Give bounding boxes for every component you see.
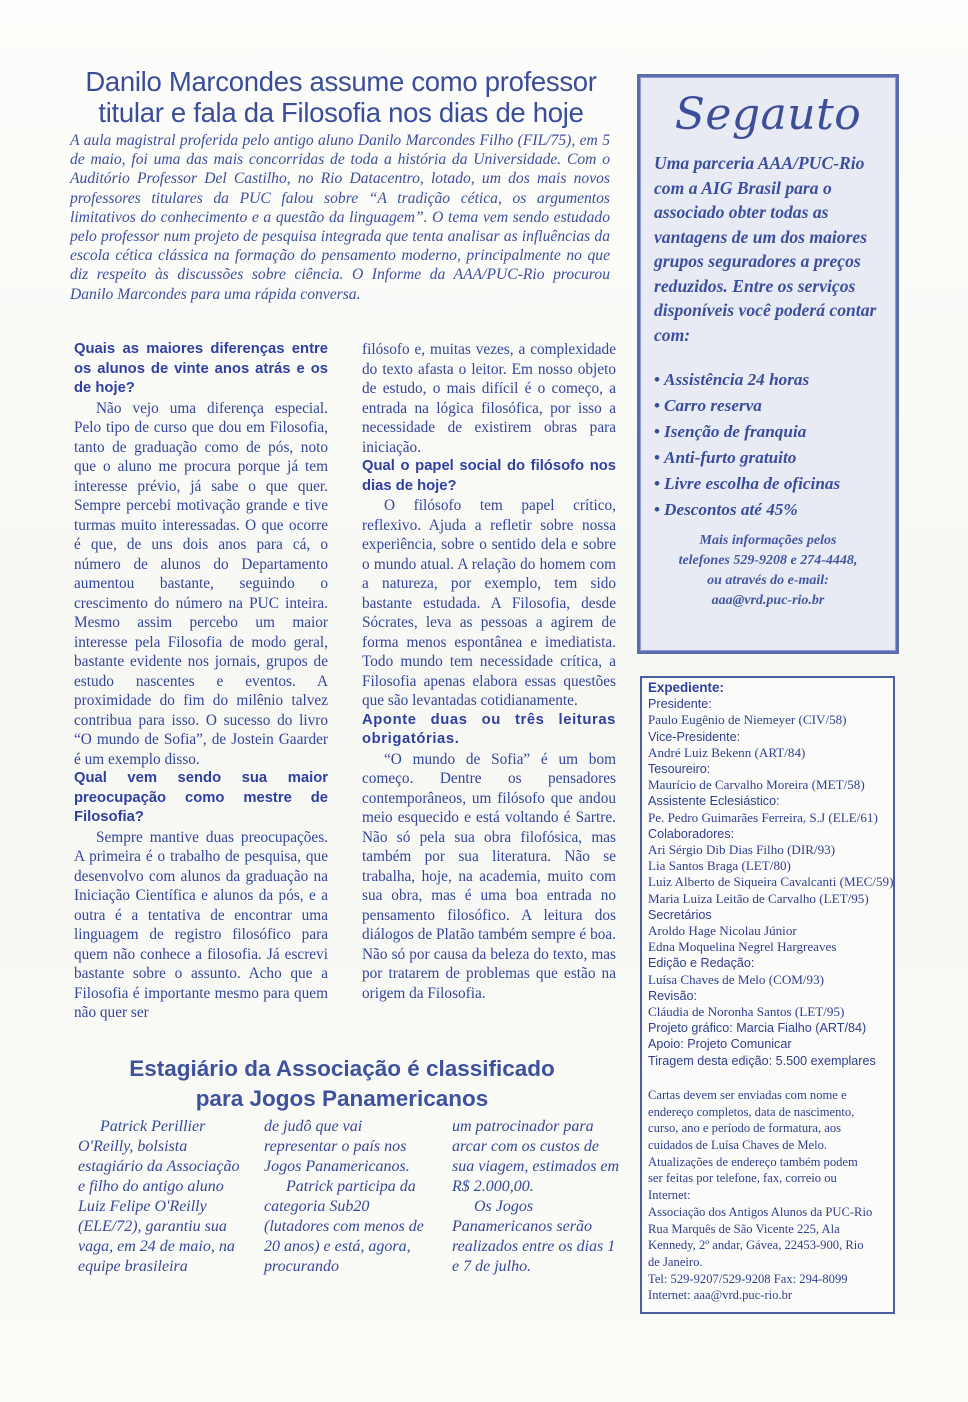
article2-column-3 bbox=[452, 1117, 622, 1277]
letters-line: endereço completos, data de nascimento, bbox=[648, 1104, 855, 1119]
article-lead: A aula magistral proferida pelo antigo aluno Danilo Marcondes Filho (FIL/75), em 5 de maio, foi uma das mais concorridas de toda a história da Universidade. Com o Auditório Professor Del Castilho, no Rio Datacentro, lotado, um dos mais novos professores titulares da PUC falou sobre “A tradição cética, os argumentos limitativos do conhecimento e a questão da linguagem”. O tema vem sendo estudado pelo professor num projeto de pesquisa integrada que tenta analisar as influências da escola cética clássica na formação do pensamento moderno, principalmente no que diz respeito às discussões sobre ciência. O Informe da AAA/PUC-Rio procurou Danilo Marcondes para uma rápida conversa. bbox=[70, 132, 610, 303]
bullet-icon: • bbox=[654, 448, 661, 467]
segauto-services-list bbox=[654, 367, 882, 523]
bullet-icon: • bbox=[654, 370, 661, 389]
question-4: Aponte duas ou três leituras obrigatórias. bbox=[362, 711, 616, 747]
expediente-role: Colaboradores: bbox=[648, 826, 735, 841]
article2-headline bbox=[66, 1054, 618, 1114]
expediente-roles bbox=[648, 696, 894, 1020]
expediente-role: Revisão: bbox=[648, 988, 697, 1003]
headline2-line-2: para Jogos Panamericanos bbox=[195, 1086, 489, 1111]
letters-line: de Janeiro. bbox=[648, 1254, 703, 1269]
expediente-name: Maurício de Carvalho Moreira (MET/58) bbox=[648, 777, 865, 793]
expediente-title: Expediente: bbox=[648, 680, 724, 695]
headline2-line-1: Estagiário da Associação é classificado bbox=[129, 1056, 555, 1081]
expediente-name: Pe. Pedro Guimarães Ferreira, S.J (ELE/61) bbox=[648, 809, 878, 825]
expediente-name: Edna Moquelina Negrel Hargreaves bbox=[648, 939, 837, 955]
headline-line-2: titular e fala da Filosofia nos dias de hoje bbox=[98, 97, 584, 128]
answer-4: “O mundo de Sofia” é um bom começo. Dentre os pensadores contemporâneos, um filósofo que andou meio esquecido e está voltando é Sartre. Não só pela sua obra filofósica, mas também por sua literatura. Não se trabalha, hoje, na academia, muito com sua obra, mas é uma boa entrada no pensamento filosófico. A leitura dos diálogos de Platão também sempre é boa. Não só por causa da beleza do texto, mas por tratarem de problemas que estão na origem da Filosofia. bbox=[362, 750, 616, 1002]
article2-paragraph: de judô que vai representar o país nos Jogos Panamericanos. bbox=[264, 1118, 410, 1175]
question-1: Quais as maiores diferenças entre os alunos de vinte anos atrás e os de hoje? bbox=[74, 341, 328, 396]
service-item: • Assistência 24 horas bbox=[654, 370, 810, 389]
bullet-icon: • bbox=[654, 396, 661, 415]
service-item: • Livre escolha de oficinas bbox=[654, 474, 841, 493]
letters-instructions bbox=[648, 1087, 887, 1304]
segauto-intro: Uma parceria AAA/PUC-Rio com a AIG Brasil para o associado obter todas as vantagens de um dos maiores grupos seguradores a preços reduzidos. Entre os serviços disponíveis você poderá contar com: bbox=[654, 153, 877, 345]
answer-1: Não vejo uma diferença especial. Pelo tipo de curso que dou em Filosofia, tanto de graduação como de pós, noto que o aluno me procura porque já tem interesse prévio, já sabe o que quer. Sempre percebi motivação grande e tive turmas muito interessadas. O que ocorre é que, de uns dois anos para cá, o número de alunos do Departamento aumentou bastante, seguindo o crescimento do número na PUC inteira. Mesmo assim percebo um maior interesse pela Filosofia de modo geral, bastante evidente nos jornais, grupos de estudo nascentes e eventos. A proximidade do fim do milênio talvez contribua para isso. O sucesso do livro “O mundo de Sofia”, de Jostein Gaarder é um exemplo disso. bbox=[74, 399, 328, 768]
expediente-name: Cláudia de Noronha Santos (LET/95) bbox=[648, 1004, 845, 1020]
interview-column-1 bbox=[74, 340, 328, 1023]
article2-paragraph: Patrick Perillier O'Reilly, bolsista estagiário da Associação e filho do antigo aluno Luiz Felipe O'Reilly (ELE/72), garantiu sua vaga, em 24 de maio, na equipe brasileira bbox=[78, 1118, 240, 1275]
service-item: • Descontos até 45% bbox=[654, 500, 798, 519]
service-item: • Anti-furto gratuito bbox=[654, 448, 797, 467]
expediente-tiragem: Tiragem desta edição: 5.500 exemplares bbox=[648, 1053, 876, 1068]
article-headline bbox=[66, 66, 616, 128]
question-3: Qual o papel social do filósofo nos dias de hoje? bbox=[362, 458, 616, 494]
letters-line: ser feitas por telefone, fax, correio ou bbox=[648, 1171, 837, 1186]
expediente-name: Luísa Chaves de Melo (COM/93) bbox=[648, 971, 825, 987]
letters-line: curso, ano e período de formatura, aos bbox=[648, 1121, 842, 1136]
segauto-logo: Segauto bbox=[674, 89, 862, 140]
expediente-name: Aroldo Hage Nicolau Júnior bbox=[648, 923, 797, 939]
expediente-role: Edição e Redação: bbox=[648, 956, 755, 971]
contact-line: Mais informações pelos bbox=[699, 533, 837, 548]
contact-email-link[interactable]: aaa@vrd.puc-rio.br bbox=[711, 593, 825, 608]
article2-column-2 bbox=[264, 1117, 434, 1277]
expediente-name: André Luiz Bekenn (ART/84) bbox=[648, 744, 806, 760]
letters-line: Internet: aaa@vrd.puc-rio.br bbox=[648, 1288, 793, 1303]
answer-2-part-2: filósofo e, muitas vezes, a complexidade do texto afasta o leitor. Em nosso objeto de estudo, o mais difícil é o começo, a entrada na lógica filosófica, por isso a necessidade de existirem obras para iniciação. bbox=[362, 341, 616, 456]
answer-3: O filósofo tem papel crítico, reflexivo. Ajuda a refletir sobre nossa experiência, sobre o sentido dela e sobre o mundo atual. A relação do homem com a natureza, por exemplo, tem sido bastante estudada. A Filosofia, desde Sócrates, leva as pessoas a agirem de forma menos espontânea e imediatista. Todo mundo tem necessidade crítica, a Filosofia apenas elabora essas questões que são levantadas cotidianamente. bbox=[362, 497, 616, 709]
expediente-role: Tesoureiro: bbox=[648, 762, 711, 777]
expediente-name: Maria Luiza Leitão de Carvalho (LET/95) bbox=[648, 890, 869, 906]
masthead-expediente bbox=[640, 676, 895, 1314]
expediente-role: Vice-Presidente: bbox=[648, 729, 741, 744]
expediente-role: Secretários bbox=[648, 907, 712, 922]
bullet-icon: • bbox=[654, 500, 661, 519]
service-item: • Isenção de franquia bbox=[654, 422, 807, 441]
letters-line: cuidados de Luísa Chaves de Melo. bbox=[648, 1137, 828, 1152]
bullet-icon: • bbox=[654, 474, 661, 493]
expediente-projeto-grafico: Projeto gráfico: Marcia Fialho (ART/84) bbox=[648, 1021, 867, 1036]
expediente-name: Ari Sérgio Dib Dias Filho (DIR/93) bbox=[648, 842, 836, 858]
article2-paragraph: Os Jogos Panamericanos serão realizados entre os dias 1 e 7 de julho. bbox=[452, 1198, 616, 1275]
expediente-name: Lia Santos Braga (LET/80) bbox=[648, 858, 791, 874]
letters-line: Tel: 529-9207/529-9208 Fax: 294-8099 bbox=[648, 1271, 848, 1286]
letters-line: Internet: bbox=[648, 1188, 691, 1203]
bullet-icon: • bbox=[654, 422, 661, 441]
expediente-role: Presidente: bbox=[648, 697, 712, 712]
expediente-apoio: Apoio: Projeto Comunicar bbox=[648, 1037, 792, 1052]
letters-line: Atualizações de endereço também podem bbox=[648, 1154, 858, 1169]
interview-column-2 bbox=[362, 340, 616, 1003]
segauto-ad-box bbox=[637, 74, 899, 654]
article2-column-1 bbox=[78, 1117, 248, 1277]
expediente-name: Luiz Alberto de Siqueira Cavalcanti (MEC/59) bbox=[648, 874, 894, 890]
letters-line: Associação dos Antigos Alunos da PUC-Rio bbox=[648, 1204, 873, 1219]
answer-2-part-1: Sempre mantive duas preocupações. A primeira é o trabalho de pesquisa, que desenvolvo com alunos da graduação na Iniciação Científica e alunos da pós, e a outra é a tentativa de encontrar uma linguagem de registro filosófico para quem não conhece a filosofia. Já escrevi bastante sobre o assunto. Acho que a Filosofia é importante mesmo para quem não quer ser bbox=[74, 828, 328, 1021]
expediente-name: Paulo Eugênio de Niemeyer (CIV/58) bbox=[648, 712, 847, 728]
contact-phones: telefones 529-9208 e 274-4448, bbox=[678, 553, 858, 568]
service-item: • Carro reserva bbox=[654, 396, 762, 415]
expediente-role: Assistente Eclesiástico: bbox=[648, 794, 780, 809]
letters-line: Rua Marquês de São Vicente 225, Ala bbox=[648, 1221, 840, 1236]
article2-paragraph: um patrocinador para arcar com os custos de sua viagem, estimados em R$ 2.000,00. bbox=[452, 1118, 620, 1195]
article2-paragraph: Patrick participa da categoria Sub20 (lutadores com menos de 20 anos) e está, agora, procurando bbox=[264, 1178, 424, 1275]
headline-line-1: Danilo Marcondes assume como professor bbox=[85, 66, 597, 97]
contact-line: ou através do e-mail: bbox=[707, 573, 829, 588]
segauto-contact-info bbox=[654, 531, 882, 611]
letters-line: Cartas devem ser enviadas com nome e bbox=[648, 1087, 847, 1102]
question-2: Qual vem sendo sua maior preocupação como mestre de Filosofia? bbox=[74, 770, 328, 825]
letters-line: Kennedy, 2º andar, Gávea, 22453-900, Rio bbox=[648, 1238, 864, 1253]
